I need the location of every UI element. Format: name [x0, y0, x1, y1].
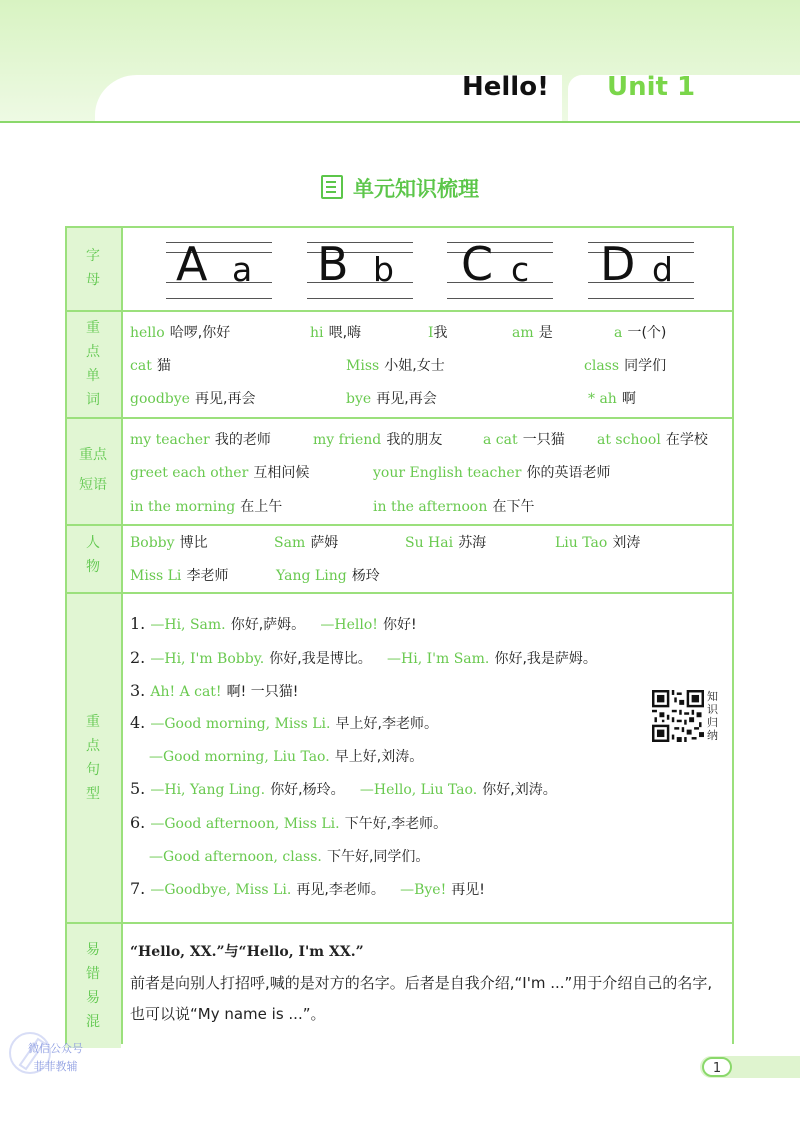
section-title — [0, 173, 800, 203]
label-sentences: 重 点 句 型 — [86, 714, 100, 802]
word-item: a 一(个) — [614, 325, 667, 341]
letter-lowercase: b — [373, 250, 394, 289]
word-item: I我 — [428, 325, 448, 341]
label-letters: 字 母 — [86, 248, 100, 288]
confusion-heading: “Hello, XX.”与“Hello, I'm XX.” — [130, 944, 364, 960]
sentence-line: —Good morning, Liu Tao. 早上好,刘涛。 — [149, 749, 424, 765]
label-words: 重 点 单 词 — [86, 320, 100, 408]
person-item: Sam 萨姆 — [274, 535, 339, 551]
person-item: Bobby 博比 — [130, 535, 208, 551]
sentence-line: 3. Ah! A cat! 啊! 一只猫! — [130, 681, 299, 700]
word-item: hello 哈啰,你好 — [130, 325, 231, 341]
person-item: Liu Tao 刘涛 — [555, 535, 641, 551]
letter-a-writing — [166, 236, 272, 300]
header-divider — [0, 121, 800, 123]
letter-uppercase: A — [176, 237, 208, 291]
person-item: Su Hai 苏海 — [405, 535, 487, 551]
document-icon — [321, 175, 343, 199]
qr-label: 知识归纳 — [707, 690, 718, 742]
letter-lowercase: d — [652, 250, 673, 289]
sentence-line: —Good afternoon, class. 下午好,同学们。 — [149, 849, 430, 865]
sentence-line: 7. —Goodbye, Miss Li. 再见,李老师。 —Bye! 再见! — [130, 879, 485, 898]
letter-b-writing — [307, 236, 413, 300]
phrase-item: your English teacher 你的英语老师 — [373, 465, 611, 481]
sentence-line: 5. —Hi, Yang Ling. 你好,杨玲。 —Hello, Liu Tao. 你好,刘涛。 — [130, 779, 557, 798]
letter-uppercase: B — [317, 237, 349, 291]
label-phrases: 重点 短语 — [79, 447, 107, 493]
row-divider — [121, 417, 734, 419]
label-people: 人 物 — [86, 535, 100, 575]
letter-d-writing — [588, 236, 694, 300]
unit-label: Unit 1 — [607, 72, 696, 102]
letter-uppercase: D — [600, 237, 636, 291]
word-item: class 同学们 — [584, 358, 667, 374]
page-number: 1 — [702, 1057, 732, 1077]
word-item: bye 再见,再会 — [346, 391, 437, 407]
word-item: am 是 — [512, 325, 553, 341]
lesson-title: Hello! — [462, 72, 549, 102]
row-divider — [121, 592, 734, 594]
phrase-item: in the afternoon 在下午 — [373, 499, 535, 515]
label-confusion: 易 错 易 混 — [86, 942, 100, 1030]
knowledge-table — [65, 226, 734, 1046]
word-item: cat 猫 — [130, 358, 171, 374]
phrase-item: at school 在学校 — [597, 432, 708, 448]
phrase-item: my teacher 我的老师 — [130, 432, 271, 448]
person-item: Yang Ling 杨玲 — [276, 568, 380, 584]
phrase-item: greet each other 互相问候 — [130, 465, 310, 481]
sentence-line: 1. —Hi, Sam. 你好,萨姆。 —Hello! 你好! — [130, 614, 417, 633]
word-item: * ah 啊 — [588, 391, 636, 407]
phrase-item: my friend 我的朋友 — [313, 432, 443, 448]
letter-uppercase: C — [461, 237, 494, 291]
letter-lowercase: c — [511, 250, 530, 289]
person-item: Miss Li 李老师 — [130, 568, 229, 584]
column-divider — [121, 226, 123, 1044]
qr-code-icon[interactable] — [652, 690, 704, 742]
phrase-item: a cat 一只猫 — [483, 432, 565, 448]
phrase-item: in the morning 在上午 — [130, 499, 283, 515]
sentence-line: 2. —Hi, I'm Bobby. 你好,我是博比。 —Hi, I'm Sam. 你好,我是萨姆。 — [130, 648, 597, 667]
section-title-text: 单元知识梳理 — [353, 177, 479, 201]
row-divider — [121, 310, 734, 312]
sentence-line: 6. —Good afternoon, Miss Li. 下午好,李老师。 — [130, 813, 448, 832]
watermark-text: 微信公众号 菲菲教辅 — [28, 1042, 83, 1073]
word-item: Miss 小姐,女士 — [346, 358, 445, 374]
letter-lowercase: a — [232, 250, 253, 289]
row-divider — [121, 524, 734, 526]
letter-c-writing — [447, 236, 553, 300]
word-item: hi 喂,嗨 — [310, 325, 362, 341]
word-item: goodbye 再见,再会 — [130, 391, 256, 407]
row-divider — [121, 922, 734, 924]
confusion-body: 前者是向别人打招呼,喊的是对方的名字。后者是自我介绍,“I'm ...”用于介绍自己的名字,也可以说“My name is ...”。 — [130, 974, 713, 1023]
sentence-line: 4. —Good morning, Miss Li. 早上好,李老师。 — [130, 713, 438, 732]
